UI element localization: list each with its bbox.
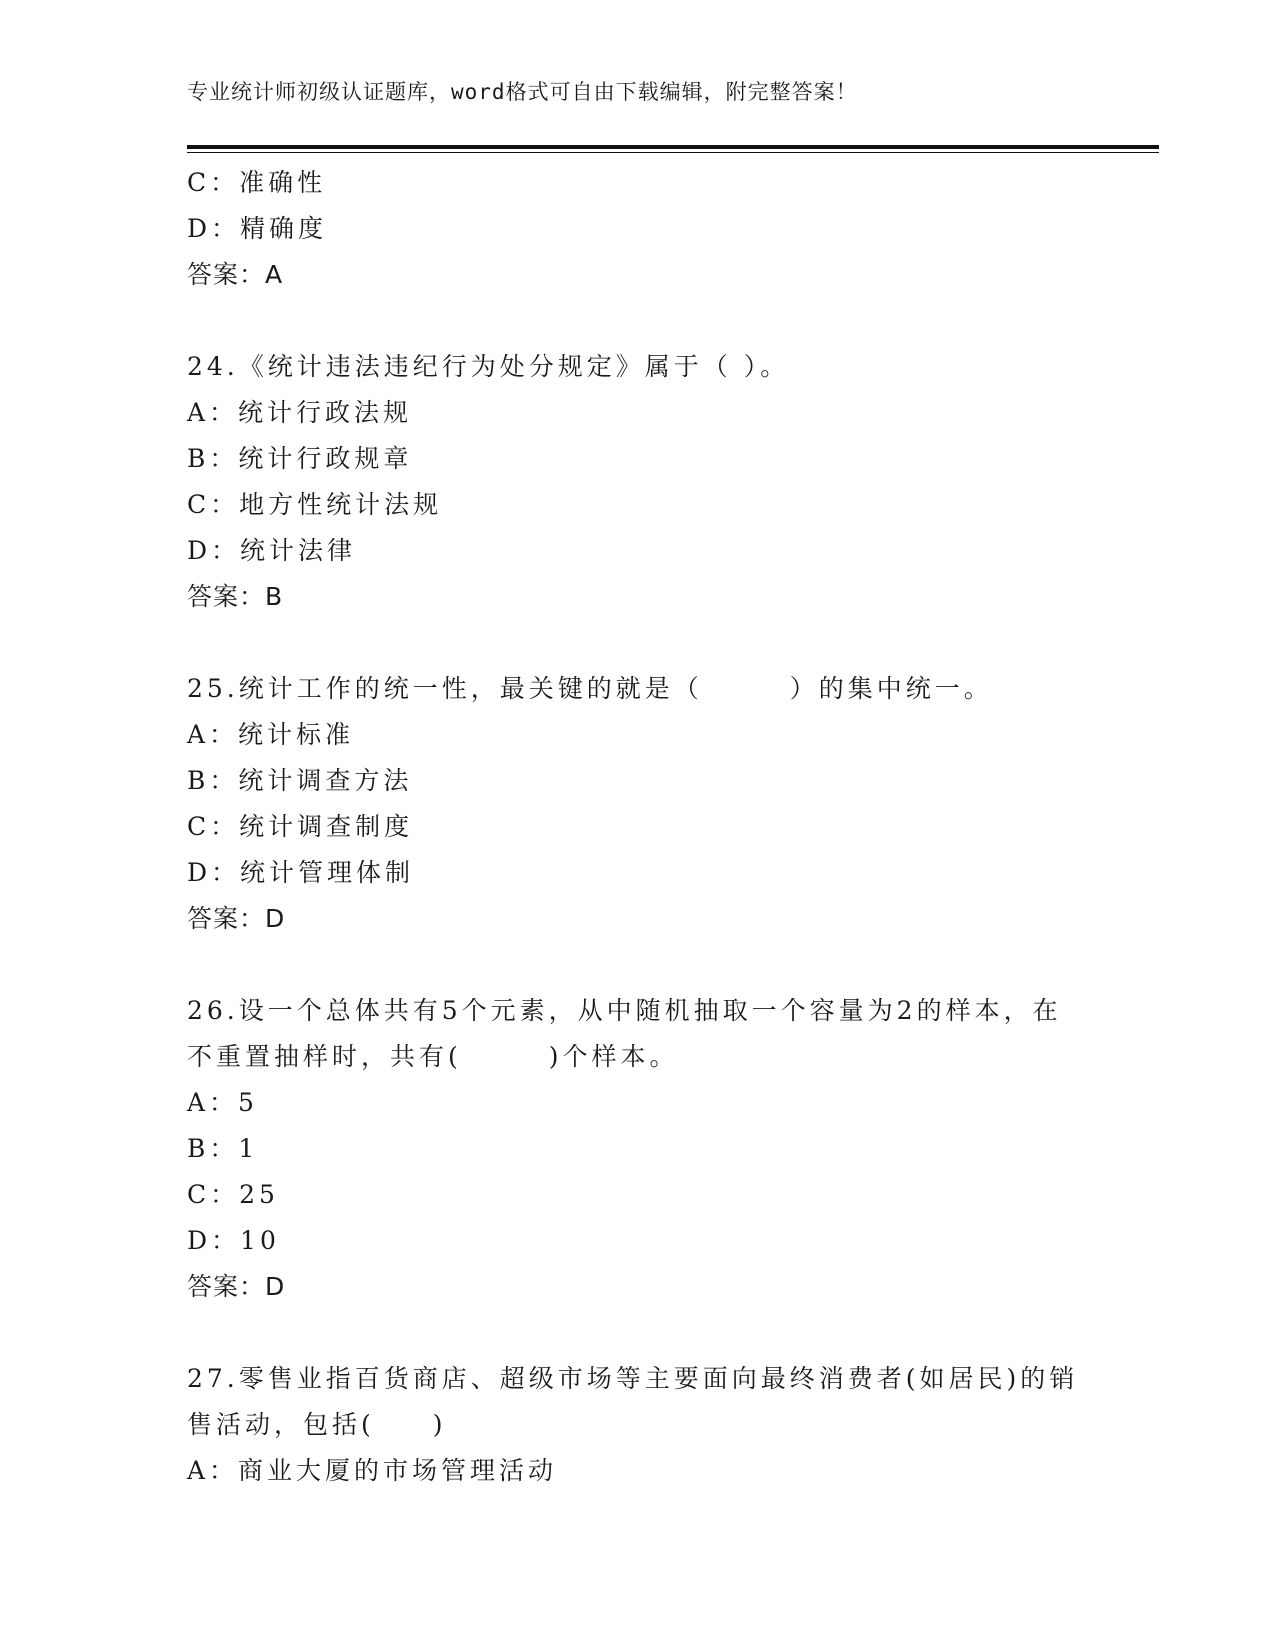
option-a: A：统计行政法规 (187, 398, 413, 427)
question-text-continued: 不重置抽样时，共有( )个样本。 (187, 1042, 679, 1071)
option-a: A：商业大厦的市场管理活动 (187, 1456, 558, 1485)
answer-line: 答案：D (187, 1272, 286, 1301)
spacer (187, 620, 1087, 666)
answer-line: 答案：D (187, 904, 286, 933)
option-b: B：统计调查方法 (187, 766, 413, 795)
page-header: 专业统计师初级认证题库，word格式可自由下载编辑，附完整答案！ (187, 80, 858, 104)
question-text: 27.零售业指百货商店、超级市场等主要面向最终消费者(如居民)的销 (187, 1364, 1079, 1393)
option-d: D：统计法律 (187, 536, 357, 565)
option-b: B：统计行政规章 (187, 444, 413, 473)
spacer (187, 298, 1087, 344)
answer-line: 答案：B (187, 582, 284, 611)
option-c: C：统计调查制度 (187, 812, 414, 841)
question-text: 25.统计工作的统一性，最关键的就是（ ）的集中统一。 (187, 674, 993, 703)
option-d: D：10 (187, 1226, 280, 1255)
question-text: 26.设一个总体共有5个元素，从中随机抽取一个容量为2的样本，在 (187, 996, 1062, 1025)
option-d: D：统计管理体制 (187, 858, 415, 887)
option-d: D：精确度 (187, 214, 328, 243)
option-c: C：地方性统计法规 (187, 490, 443, 519)
question-text-continued: 售活动，包括( ) (187, 1410, 447, 1439)
option-a: A：5 (187, 1088, 258, 1117)
question-25 (187, 666, 1087, 942)
question-list (187, 160, 1087, 1494)
option-c: C：25 (187, 1180, 279, 1209)
question-24 (187, 344, 1087, 620)
question-27 (187, 1356, 1087, 1494)
answer-line: 答案：A (187, 260, 284, 289)
option-c: C：准确性 (187, 168, 327, 197)
option-a: A：统计标准 (187, 720, 355, 749)
header-rule-thin (187, 152, 1159, 153)
header-rule-thick (187, 145, 1159, 149)
option-b: B：1 (187, 1134, 259, 1163)
spacer (187, 942, 1087, 988)
spacer (187, 1310, 1087, 1356)
question-26 (187, 988, 1087, 1310)
question-text: 24.《统计违法违纪行为处分规定》属于（ ）。 (187, 352, 790, 381)
